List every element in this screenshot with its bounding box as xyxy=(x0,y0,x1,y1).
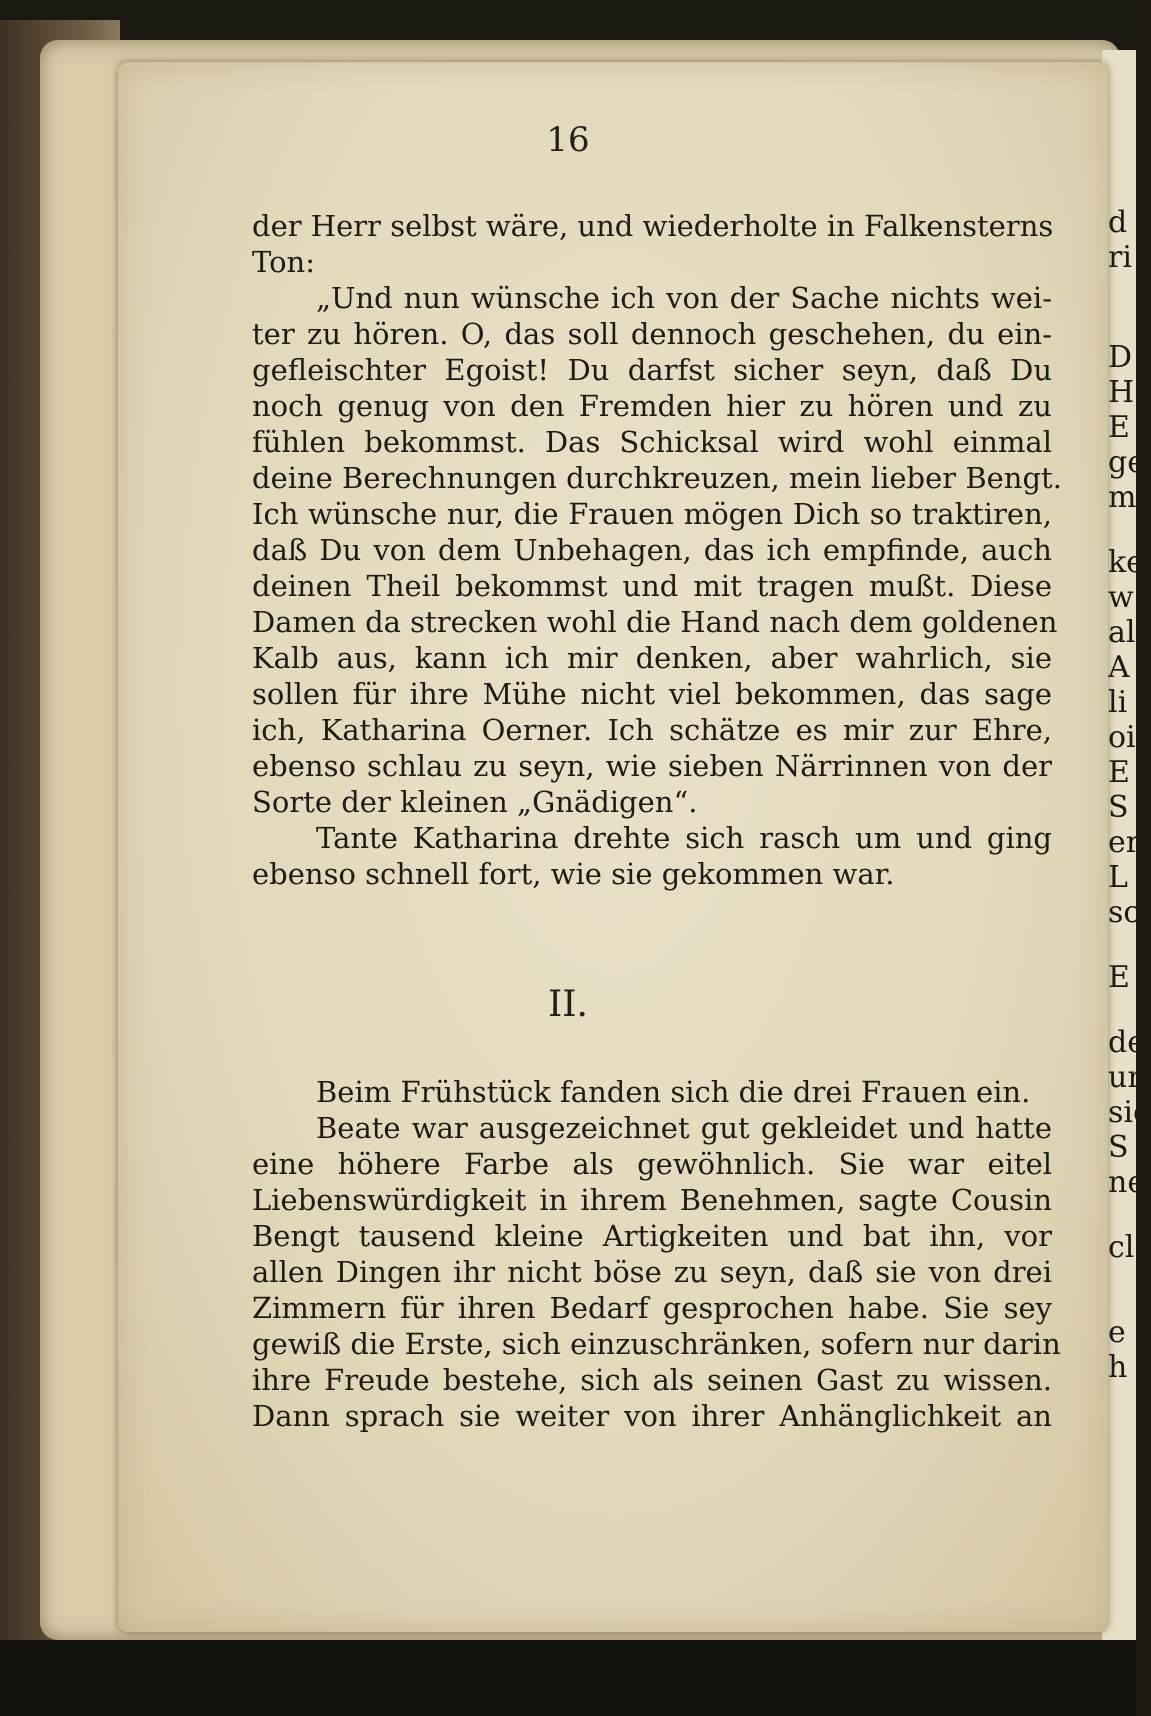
text-line: Liebenswürdigkeit in ihrem Benehmen, sagte Cousin xyxy=(252,1183,1052,1217)
next-page-fragment: sc xyxy=(1108,895,1141,930)
text-line: ebenso schnell fort, wie sie gekommen war. xyxy=(252,857,895,891)
text-line: ter zu hören. O, das soll dennoch geschehen, du ein- xyxy=(252,317,1052,351)
text-line: Ich wünsche nur, die Frauen mögen Dich so traktiren, xyxy=(252,497,1052,531)
text-line: Damen da strecken wohl die Hand nach dem goldenen xyxy=(252,605,1058,639)
next-page-fragment: e xyxy=(1108,1315,1126,1350)
text-line: gewiß die Erste, sich einzuschränken, sofern nur darin xyxy=(252,1327,1061,1361)
page-number: 16 xyxy=(546,120,590,160)
text-line: gefleischter Egoist! Du darfst sicher seyn, daß Du xyxy=(252,353,1052,387)
section-heading: II. xyxy=(548,984,588,1025)
body-text-top xyxy=(252,208,1062,892)
next-page-fragment: cl xyxy=(1108,1230,1135,1265)
next-page-fragment: S xyxy=(1108,790,1129,825)
next-page-fragment: un xyxy=(1108,1060,1147,1095)
next-page-fragment: E xyxy=(1108,755,1130,790)
body-text-bottom xyxy=(252,1074,1061,1434)
text-line: ihre Freude bestehe, sich als seinen Gast zu wissen. xyxy=(252,1363,1052,1397)
text-line: Beate war ausgezeichnet gut gekleidet und hatte xyxy=(316,1111,1052,1145)
text-line: ebenso schlau zu seyn, wie sieben Närrinnen von der xyxy=(252,749,1052,783)
next-page-fragment: ri xyxy=(1108,240,1132,275)
text-line: allen Dingen ihr nicht böse zu seyn, daß sie von drei xyxy=(252,1255,1052,1289)
text-line: Bengt tausend kleine Artigkeiten und bat ihn, vor xyxy=(252,1219,1052,1253)
text-line: deinen Theil bekommst und mit tragen mußt. Diese xyxy=(252,569,1052,603)
text-line: „Und nun wünsche ich von der Sache nichts wei- xyxy=(316,281,1052,315)
text-line: sollen für ihre Mühe nicht viel bekommen, das sage xyxy=(252,677,1052,711)
next-page-fragment: S xyxy=(1108,1130,1129,1165)
text-line: Beim Frühstück fanden sich die drei Frauen ein. xyxy=(316,1075,1031,1109)
text-line: der Herr selbst wäre, und wiederholte in Falkensterns xyxy=(252,209,1054,243)
text-line: Ton: xyxy=(252,245,315,279)
next-page-fragment: sie xyxy=(1108,1095,1151,1130)
text-line: Zimmern für ihren Bedarf gesprochen habe. Sie sey xyxy=(252,1291,1052,1325)
next-page-fragment: al xyxy=(1108,615,1136,650)
text-line: Dann sprach sie weiter von ihrer Anhänglichkeit an xyxy=(252,1399,1052,1433)
next-page-fragment: w xyxy=(1108,580,1134,615)
next-page-fragment: L xyxy=(1108,860,1128,895)
next-page-fragment: oi xyxy=(1108,720,1136,755)
next-page-fragment: li xyxy=(1108,685,1128,720)
next-page-fragment: h xyxy=(1108,1350,1128,1385)
next-page-fragment: A xyxy=(1108,650,1130,685)
next-page-fragment: m xyxy=(1108,480,1137,515)
next-page-fragment: de xyxy=(1108,1025,1145,1060)
text-line: noch genug von den Fremden hier zu hören und zu xyxy=(252,389,1052,423)
text-line: eine höhere Farbe als gewöhnlich. Sie war eitel xyxy=(252,1147,1052,1181)
next-page-fragment: ke xyxy=(1108,545,1144,580)
next-page-fragment: E xyxy=(1108,960,1130,995)
text-line: Tante Katharina drehte sich rasch um und ging xyxy=(316,821,1052,855)
text-line: fühlen bekommst. Das Schicksal wird wohl einmal xyxy=(252,425,1052,459)
next-page-fragment: H xyxy=(1108,375,1135,410)
text-line: Sorte der kleinen „Gnädigen“. xyxy=(252,785,698,819)
next-page-fragment: d xyxy=(1108,205,1128,240)
text-line: ich, Katharina Oerner. Ich schätze es mir zur Ehre, xyxy=(252,713,1052,747)
text-line: deine Berechnungen durchkreuzen, mein lieber Bengt. xyxy=(252,461,1062,495)
text-line: daß Du von dem Unbehagen, das ich empfinde, auch xyxy=(252,533,1052,567)
next-page-fragment: er xyxy=(1108,825,1141,860)
next-page-fragment: D xyxy=(1108,340,1133,375)
next-page-fragment: ne xyxy=(1108,1165,1146,1200)
next-page-fragment: ge xyxy=(1108,445,1145,480)
text-line: Kalb aus, kann ich mir denken, aber wahrlich, sie xyxy=(252,641,1052,675)
scan-background xyxy=(0,1640,1136,1716)
next-page-fragment: E xyxy=(1108,410,1130,445)
